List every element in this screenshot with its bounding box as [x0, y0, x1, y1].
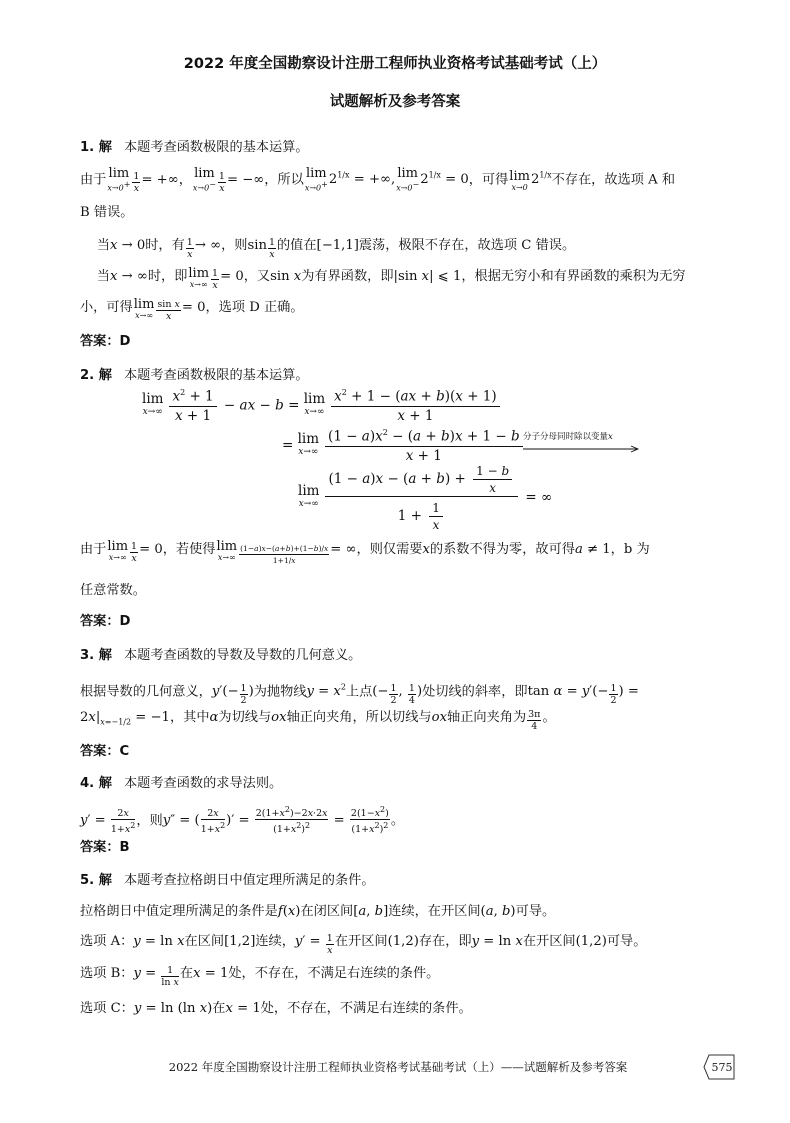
q2-line2 [80, 581, 740, 601]
q1-line5: 小，可得 lim x→∞ $\frac{\text{sin x}}{x}$ = 0，选项 D 正确。 [80, 297, 304, 322]
q1-text: ，则 [221, 238, 248, 253]
q2-heading-line [80, 366, 740, 386]
q2-text: 的系数不得为零，故可得 [429, 542, 575, 557]
q2-head: 2. 解 [80, 368, 112, 383]
q1-text: ，可得 [468, 172, 509, 188]
q5-text: 处，不存在，不满足右连续的条件。 [228, 966, 440, 981]
q1-text: ，选项 D 正确。 [205, 300, 304, 315]
math: $\frac{1}{x}$ [131, 541, 138, 564]
math: $\frac{1}{x}$ [133, 171, 140, 195]
document-subtitle: 试题解析及参考答案 [329, 94, 461, 110]
q4-head: 4. 解 [80, 776, 112, 791]
q1-text: 由于 [80, 172, 107, 188]
q5-line2: 选项 A：y = ln x在区间[1,2]连续，y′ = $\frac{1}{x}$ 在开区间(1,2)存在，即y = ln x在开区间(1,2)可导。 [80, 933, 647, 956]
q5-text: 选项 C： [80, 1001, 134, 1016]
q1-text: 的值在[−1,1]震荡，极限不存在，故选项 C 错误。 [276, 238, 576, 253]
q5-text: 在闭区间 [300, 904, 354, 919]
math: lim x→0− [192, 165, 216, 193]
q2-text: ，若使得 [162, 542, 216, 557]
q1-text: 不存在，故选项 A 和 [551, 172, 676, 188]
math: lim x→0+ [107, 165, 131, 193]
q2-arrow-label: 分子分母同时除以变量x [523, 432, 613, 442]
q1-text: 小，可得 [80, 300, 133, 315]
page-footer: 2022 年度全国勘察设计注册工程师执业资格考试基础考试（上）——试题解析及参考答案 [168, 1060, 628, 1074]
q2-text: ，则仅需要 [356, 542, 423, 557]
q2-text: 由于 [80, 542, 107, 557]
math: $\frac{\text{sin x}}{x}$ [157, 299, 180, 322]
math: $\frac{1}{x}$ [186, 237, 193, 260]
q1-heading-line [80, 138, 740, 158]
q3-answer [80, 742, 740, 762]
q5-text: 拉格朗日中值定理所满足的条件是 [80, 904, 278, 919]
q5-text: 在 [212, 1001, 226, 1016]
q3-answer-text: 答案：C [80, 744, 130, 759]
q5-text: 在 [179, 966, 194, 981]
q4-line1: y′ = $\frac{2x}{1+x^2}$ ，则y″ = ( $\frac{2x}{1+x^2}$ )′ = $\frac{2(1+x^2)-2x\cdot 2x}{(1+x^2)^2}$ = $\frac{2(1-x^2)}{(1+x^2)^2}$ 。 [80, 805, 405, 836]
q4-answer [80, 838, 740, 858]
q3-line1: 根据导数的几何意义，y′(− $\frac{1}{2}$ )为抛物线$y = x^2$上点(− $\frac{1}{2}$ , $\frac{1}{4}$ )处切线的斜率，即tan α = y′(− $\frac{1}{2}$ ) = [80, 683, 639, 707]
q3-text: ，其中 [169, 710, 210, 725]
q4-text: ，则 [136, 813, 163, 829]
q1-line1: 由于 lim x→0+ $\frac{1}{x}$ = +∞， lim x→0− $\frac{1}{x}$ = −∞，所以 lim x→0+ $2^{1/x}$ = +∞, lim x→0− $2^{1/x} = 0$，可得 lim x→0 $2^{1/x}$不存在，故选项 A 和 [80, 165, 676, 195]
q4-answer-text: 答案：B [80, 840, 130, 855]
document-title: 2022 年度全国勘察设计注册工程师执业资格考试基础考试（上） [183, 56, 607, 72]
q4-heading-line [80, 774, 740, 794]
q1-text: 当 [96, 269, 110, 284]
q2-equation-1: lim x→∞ $\frac{x^2 + 1}{x + 1}$ − ax − b = lim x→∞ $\frac{x^2 + 1 - (ax + b)(x + 1)}{x + 1}$ [142, 388, 503, 424]
q1-intro: 本题考查函数极限的基本运算。 [123, 140, 309, 155]
math: lim x→∞ [133, 297, 155, 320]
q3-text: 上点 [345, 684, 373, 700]
q1-line4: 当x → ∞时，即 lim x→∞ $\frac{1}{x}$ = 0，又sin x为有界函数，即|sin x| ⩽ 1，根据无穷小和有界函数的乘积为无穷 [96, 266, 686, 291]
q1-line3: 当x → 0时，有 $\frac{1}{x}$ → ∞，则sin $\frac{1}{x}$ 的值在[−1,1]震荡，极限不存在，故选项 C 错误。 [96, 237, 576, 260]
q5-head: 5. 解 [80, 873, 112, 888]
q1-text: ，又 [243, 269, 271, 284]
q4-intro: 本题考查函数的求导法则。 [123, 776, 283, 791]
q2-arrow-label-text: 分子分母同时除以变量 [523, 432, 609, 442]
q3-head: 3. 解 [80, 648, 112, 663]
q3-line2: $2x|_{x=-1/2} = -1$，其中α为切线与ox轴正向夹角，所以切线与ox轴正向夹角为 $\frac{3\pi}{4}$ 。 [80, 709, 556, 732]
q1-text: 时，有 [145, 238, 185, 253]
math: lim x→0 [509, 169, 530, 193]
math: $\frac{1}{x}$ [218, 171, 225, 195]
q5-line3: 选项 B：y = $\frac{1}{\text{ln x}}$ 在x = 1处，不存在，不满足右连续的条件。 [80, 965, 440, 988]
q1-answer [80, 332, 740, 352]
q1-answer-text: 答案：D [80, 334, 131, 349]
q5-intro: 本题考查拉格朗日中值定理所满足的条件。 [123, 873, 375, 888]
q1-line2 [80, 203, 740, 223]
q2-intro: 本题考查函数极限的基本运算。 [123, 368, 309, 383]
math: lim x→0− [396, 165, 420, 193]
q2-answer-text: 答案：D [80, 614, 131, 629]
right-arrow-icon [523, 444, 641, 454]
q3-text: 根据导数的几何意义， [80, 684, 212, 700]
page-number-badge [703, 1054, 737, 1080]
q3-intro: 本题考查函数的导数及导数的几何意义。 [123, 648, 362, 663]
q1-text: ，根据无穷小和有界函数的乘积为无穷 [461, 269, 686, 284]
math: $\frac{1}{x}$ [268, 237, 275, 260]
q1-text: B 错误。 [80, 205, 134, 220]
math: lim x→∞ [216, 539, 238, 562]
q3-text: 处切线的斜率，即 [422, 684, 528, 700]
q5-line1: 拉格朗日中值定理所满足的条件是f(x)在闭区间[a, b]连续，在开区间(a, b)可导。 [80, 904, 556, 919]
q1-text: ，所以 [264, 172, 304, 188]
q2-text: 任意常数。 [80, 583, 146, 598]
q2-line1: 由于 lim x→∞ $\frac{1}{x}$ = 0，若使得 lim x→∞ $\frac{(1-a)x-(a+b)+(1-b)/x}{1+1/x}$ = ∞，则仅需要x的系数不得为零，故可得a ≠ 1，b 为 [80, 539, 650, 565]
q3-heading-line [80, 646, 740, 666]
q5-text: 选项 A： [80, 934, 134, 949]
q5-heading-line [80, 871, 740, 891]
q1-text: 时，即 [147, 269, 188, 284]
q5-text: 在开区间(1,2)存在，即 [334, 934, 472, 949]
math: $\frac{3\pi}{4}$ [528, 709, 541, 732]
q5-text: 连续，在开区间 [388, 904, 481, 919]
q2-equation-2: = lim x→∞ $\frac{(1 - a)x^2 - (a + b)x + 1 - b}{x + 1}$ [282, 428, 526, 464]
q3-text: 为切线与 [218, 710, 272, 725]
math: lim x→∞ [188, 266, 210, 289]
math: $\frac{1}{x}$ [212, 268, 219, 291]
math: $\frac{(1-a)x-(a+b)+(1-b)/x}{1+1/x}$ [240, 544, 329, 565]
q1-text: 当 [96, 238, 110, 253]
q2-equation-3: lim x→∞ (1 − a)x − (a + b) + $\frac{1 - b}{x}$ 1 + $\frac{1}{x}$ = ∞ [298, 464, 553, 532]
q5-text: 处，不存在，不满足右连续的条件。 [260, 1001, 472, 1016]
q2-text: ，b 为 [610, 542, 650, 557]
q3-text: 轴正向夹角，所以切线与 [286, 710, 432, 725]
page-number: 575 [711, 1061, 733, 1074]
q1-head: 1. 解 [80, 140, 112, 155]
q5-text: 选项 B： [80, 966, 134, 981]
math: lim x→0+ [304, 165, 328, 193]
q1-text: 为有界函数，即 [301, 269, 394, 284]
q3-text: 为抛物线 [253, 684, 307, 700]
q5-text: 可导。 [515, 904, 556, 919]
q2-answer [80, 612, 740, 632]
q5-line4: 选项 C：y = ln (ln x)在x = 1处，不存在，不满足右连续的条件。 [80, 1001, 472, 1016]
q5-text: 在开区间(1,2)可导。 [522, 934, 647, 949]
q3-text: 轴正向夹角为 [447, 710, 527, 725]
math: lim x→∞ [107, 539, 129, 562]
q5-text: 在区间[1,2]连续， [184, 934, 295, 949]
